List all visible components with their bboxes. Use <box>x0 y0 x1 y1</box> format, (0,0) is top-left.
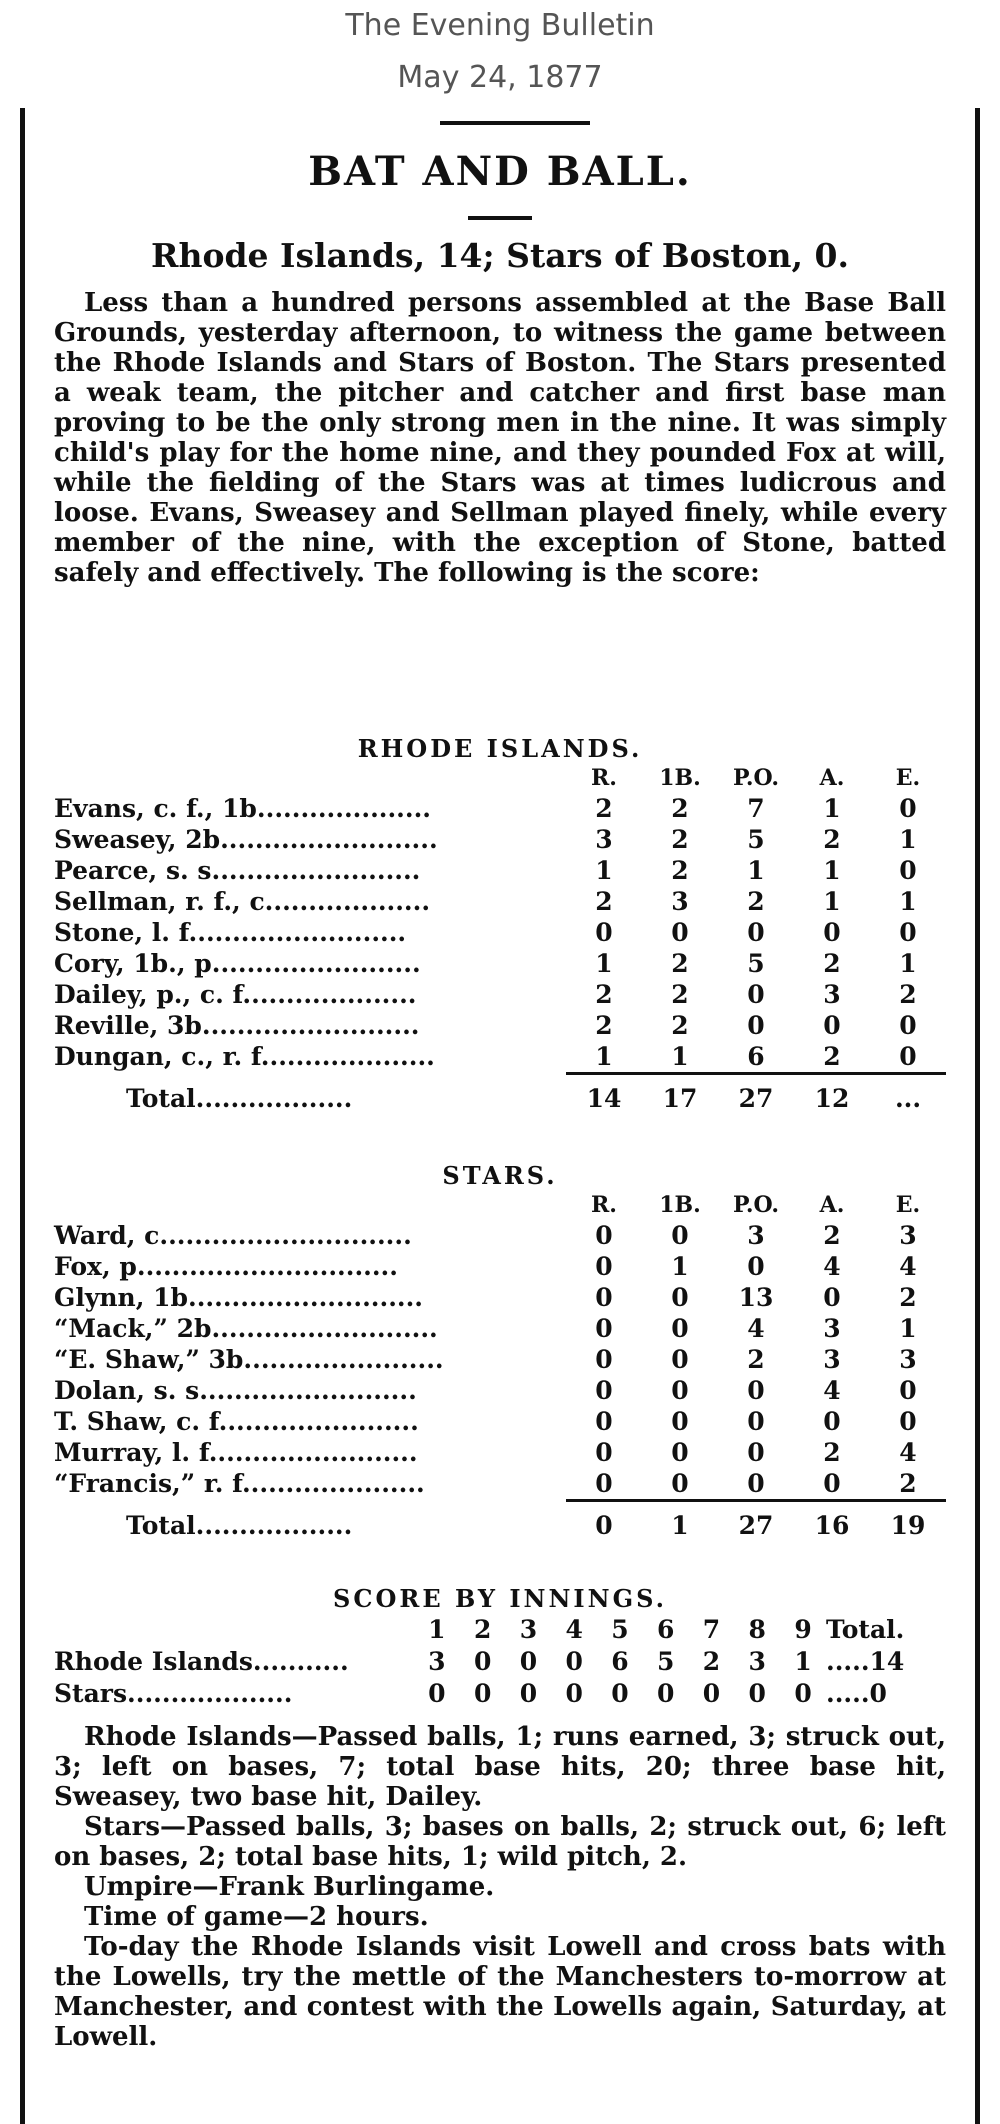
leader-dots: ....................... <box>218 1407 419 1436</box>
leader-dots: .............................. <box>136 1252 398 1281</box>
player-row <box>54 855 946 886</box>
player-row <box>54 917 946 948</box>
inning-number: 7 <box>702 1614 721 1644</box>
inning-score: 1 <box>794 1646 812 1676</box>
inning-score: 3 <box>428 1646 446 1676</box>
stat-cell: 1 <box>899 949 917 978</box>
innings-team-name <box>54 1645 414 1677</box>
box-column-header: A. <box>819 1192 845 1218</box>
stat-cell: 0 <box>747 1438 765 1467</box>
stat-cell: 1 <box>823 794 841 823</box>
player-row <box>54 886 946 917</box>
stars-section <box>54 1161 946 1548</box>
total-row <box>54 1074 946 1122</box>
leader-dots: ......................... <box>199 1376 417 1405</box>
stat-cell: 6 <box>747 1042 765 1071</box>
player-name <box>54 855 566 886</box>
leader-dots: ........................... <box>188 1283 424 1312</box>
stat-cell: 0 <box>671 1314 689 1343</box>
stat-cell: 2 <box>899 1469 917 1498</box>
inning-score: 0 <box>519 1678 538 1708</box>
stat-cell: 0 <box>747 1011 765 1040</box>
leader-dots: ................... <box>264 887 431 916</box>
stat-cell: 0 <box>671 1407 689 1436</box>
inning-score: 0 <box>565 1678 583 1708</box>
player-row <box>54 1344 946 1375</box>
player-row <box>54 1468 946 1501</box>
stat-cell: 0 <box>899 1407 917 1436</box>
inning-number: 4 <box>565 1614 583 1644</box>
total-label-text: Total <box>126 1510 196 1540</box>
inning-score: 0 <box>702 1678 721 1708</box>
innings-total-text: 14 <box>869 1646 905 1676</box>
player-name-text: Dungan, c., r. f <box>54 1042 261 1071</box>
leader-dots: .......................... <box>211 1314 438 1343</box>
player-name <box>54 1010 566 1041</box>
player-row <box>54 1041 946 1074</box>
stat-cell: 2 <box>899 980 917 1009</box>
player-row <box>54 1282 946 1313</box>
box-header-row <box>54 1190 946 1220</box>
summary-section <box>54 1722 946 2052</box>
player-name-text: T. Shaw, c. f <box>54 1407 219 1436</box>
box-header-blank <box>54 763 566 793</box>
player-name <box>54 1220 566 1251</box>
inning-number: 6 <box>657 1614 675 1644</box>
player-name-text: Reville, 3b <box>54 1011 202 1040</box>
player-row <box>54 1220 946 1251</box>
stat-cell: 3 <box>823 980 841 1009</box>
box-column-header: E. <box>895 1192 921 1218</box>
article-subhead <box>54 236 946 275</box>
inning-number: 8 <box>748 1614 766 1644</box>
stat-cell: 0 <box>671 918 689 947</box>
stat-cell: 0 <box>747 918 765 947</box>
leader-dots: .................... <box>242 980 417 1009</box>
stat-cell: 3 <box>823 1345 841 1374</box>
leader-dots: ......................... <box>220 825 438 854</box>
innings-total-text: 0 <box>869 1678 887 1708</box>
player-name <box>54 1406 566 1437</box>
stat-cell: 3 <box>823 1314 841 1343</box>
leader-dots: .................. <box>195 1083 353 1113</box>
stat-cell: 0 <box>595 1469 613 1498</box>
stat-cell: 0 <box>595 1283 613 1312</box>
leader-dots: ........... <box>252 1646 349 1676</box>
leader-dots: ............................. <box>159 1221 412 1250</box>
player-name <box>54 948 566 979</box>
player-row <box>54 1010 946 1041</box>
stat-cell: 2 <box>671 794 689 823</box>
innings-title: SCORE BY INNINGS. <box>333 1584 667 1613</box>
publication-date: May 24, 1877 <box>397 60 603 95</box>
player-name-text: Cory, 1b., p <box>54 949 212 978</box>
stat-cell: 2 <box>671 949 689 978</box>
box-column-header: 1B. <box>659 765 701 791</box>
innings-total <box>826 1645 946 1677</box>
stat-cell: 0 <box>595 1407 613 1436</box>
player-name <box>54 1344 566 1375</box>
total-cell: 16 <box>794 1501 870 1549</box>
total-label <box>54 1074 566 1122</box>
stat-cell: 2 <box>595 1011 613 1040</box>
stat-cell: 0 <box>823 1283 841 1312</box>
stat-cell: 1 <box>823 856 841 885</box>
total-cell: 1 <box>642 1501 718 1549</box>
stat-cell: 0 <box>899 856 917 885</box>
stat-cell: 0 <box>747 1469 765 1498</box>
inning-score: 0 <box>657 1678 675 1708</box>
box-column-header: A. <box>819 765 845 791</box>
leader-dots: ..................... <box>241 1469 425 1498</box>
leader-dots: ......................... <box>188 918 407 947</box>
inning-score: 0 <box>519 1646 538 1676</box>
player-name-text: Sweasey, 2b <box>54 825 221 854</box>
player-name-text: Ward, c <box>54 1221 160 1250</box>
player-name <box>54 1282 566 1313</box>
leader-dots: .................. <box>195 1510 353 1540</box>
inning-score: 0 <box>611 1678 629 1708</box>
stat-cell: 1 <box>747 856 765 885</box>
inning-score: 0 <box>473 1678 492 1708</box>
stat-cell: 0 <box>823 1407 841 1436</box>
top-divider <box>440 121 590 125</box>
stat-cell: 1 <box>595 1042 613 1071</box>
stat-cell: 2 <box>747 1345 765 1374</box>
time-of-game: Time of game—2 hours. <box>84 1902 429 1932</box>
stars-title: STARS. <box>442 1161 558 1190</box>
stat-cell: 4 <box>899 1252 917 1281</box>
leader-dots: ......................... <box>201 1011 420 1040</box>
player-row <box>54 1313 946 1344</box>
player-row <box>54 1251 946 1282</box>
stat-cell: 0 <box>823 918 841 947</box>
stat-cell: 1 <box>899 1314 917 1343</box>
stat-cell: 0 <box>595 1221 613 1250</box>
stat-cell: 1 <box>671 1252 689 1281</box>
rhode-islands-title: RHODE ISLANDS. <box>357 734 643 763</box>
stat-cell: 0 <box>595 918 613 947</box>
box-column-header: P.O. <box>732 1192 780 1218</box>
innings-table <box>54 1613 946 1709</box>
innings-team-text: Stars <box>54 1678 128 1708</box>
total-cell: 19 <box>870 1501 946 1549</box>
player-row <box>54 948 946 979</box>
stat-cell: 0 <box>595 1438 613 1467</box>
leader-dots: ........................ <box>211 856 421 885</box>
leader-dots: ....................... <box>243 1345 444 1374</box>
inning-score: 2 <box>702 1646 721 1676</box>
stat-cell: 0 <box>823 1011 841 1040</box>
stat-cell: 3 <box>899 1221 917 1250</box>
player-name-text: Dolan, s. s <box>54 1376 200 1405</box>
leader-dots: ................... <box>127 1678 293 1708</box>
stat-cell: 4 <box>823 1376 841 1405</box>
innings-header-blank <box>54 1613 414 1645</box>
stat-cell: 2 <box>747 887 765 916</box>
stat-cell: 13 <box>738 1283 774 1312</box>
player-name <box>54 1468 566 1501</box>
stat-cell: 7 <box>747 794 765 823</box>
title-text: BAT AND BALL. <box>308 148 692 195</box>
player-name <box>54 1313 566 1344</box>
stat-cell: 0 <box>671 1376 689 1405</box>
inning-score: 3 <box>748 1646 766 1676</box>
total-cell: 27 <box>718 1074 794 1122</box>
stat-cell: 4 <box>823 1252 841 1281</box>
stat-cell: 0 <box>595 1376 613 1405</box>
inning-score: 0 <box>428 1678 446 1708</box>
player-row <box>54 793 946 824</box>
innings-header-row <box>54 1613 946 1645</box>
stars-box-score <box>54 1190 946 1548</box>
stat-cell: 0 <box>595 1345 613 1374</box>
innings-section <box>54 1584 946 1709</box>
stat-cell: 0 <box>899 794 917 823</box>
player-name-text: Murray, l. f <box>54 1438 209 1467</box>
player-name-text: “E. Shaw,” 3b <box>54 1345 244 1374</box>
stat-cell: 2 <box>595 980 613 1009</box>
stat-cell: 1 <box>595 856 613 885</box>
article-paragraph: Less than a hundred persons assembled at the Base Ball Grounds, yesterday afternoon, to witness the game between the Rhode Islands and Stars of Boston. The Stars presented a weak team, the pitcher and catcher and first base man proving to be the only strong men in the nine. It was simply child's play for the home nine, and they pounded Fox at will, while the fielding of the Stars was at times ludicrous and loose. Evans, Sweasey and Sellman played finely, while every member of the nine, with the exception of Stone, batted safely and effectively. The following is the score: <box>54 288 946 588</box>
stat-cell: 1 <box>671 1042 689 1071</box>
player-name <box>54 824 566 855</box>
player-name <box>54 1375 566 1406</box>
box-column-header: 1B. <box>659 1192 701 1218</box>
player-name <box>54 979 566 1010</box>
stat-cell: 3 <box>747 1221 765 1250</box>
stat-cell: 2 <box>823 1221 841 1250</box>
player-row <box>54 1375 946 1406</box>
total-cell: ... <box>870 1074 946 1122</box>
stat-cell: 0 <box>899 1042 917 1071</box>
rhode-islands-box-score <box>54 763 946 1121</box>
stat-cell: 0 <box>595 1252 613 1281</box>
stat-cell: 2 <box>595 794 613 823</box>
stat-cell: 3 <box>899 1345 917 1374</box>
player-row <box>54 824 946 855</box>
umpire-line: Umpire—Frank Burlingame. <box>84 1872 495 1902</box>
subhead-text: Rhode Islands, 14; Stars of Boston, 0. <box>151 236 849 275</box>
article-body <box>54 288 946 588</box>
stat-cell: 3 <box>595 825 613 854</box>
right-column-rule <box>975 108 980 2124</box>
leader-dots: ........................ <box>211 949 421 978</box>
title-divider <box>468 216 532 220</box>
innings-team-name <box>54 1677 414 1709</box>
total-label <box>54 1501 566 1549</box>
inning-score: 0 <box>794 1678 812 1708</box>
inning-number: Total. <box>826 1614 905 1644</box>
stat-cell: 2 <box>823 1042 841 1071</box>
player-name-text: Pearce, s. s <box>54 856 212 885</box>
innings-team-row <box>54 1645 946 1677</box>
stat-cell: 0 <box>899 918 917 947</box>
stat-cell: 2 <box>671 980 689 1009</box>
leader-dots: ........................ <box>208 1438 418 1467</box>
leader-dots: ..... <box>826 1678 870 1708</box>
total-label-text: Total <box>126 1083 196 1113</box>
stat-cell: 0 <box>595 1314 613 1343</box>
inning-number: 1 <box>428 1614 446 1644</box>
stat-cell: 2 <box>671 1011 689 1040</box>
inning-score: 0 <box>748 1678 766 1708</box>
innings-team-text: Rhode Islands <box>54 1646 253 1676</box>
total-cell: 12 <box>794 1074 870 1122</box>
player-name-text: Glynn, 1b <box>54 1283 189 1312</box>
stat-cell: 0 <box>899 1376 917 1405</box>
stat-cell: 2 <box>823 949 841 978</box>
article-title <box>54 148 946 195</box>
stat-cell: 0 <box>671 1469 689 1498</box>
player-name-text: “Francis,” r. f <box>54 1469 242 1498</box>
stat-cell: 2 <box>671 856 689 885</box>
stat-cell: 1 <box>899 887 917 916</box>
player-name-text: Stone, l. f <box>54 918 189 947</box>
stat-cell: 0 <box>671 1221 689 1250</box>
inning-score: 5 <box>657 1646 675 1676</box>
closing-paragraph: To-day the Rhode Islands visit Lowell and cross bats with the Lowells, try the mettle of the Manchesters to-morrow at Manchester, and contest with the Lowells again, Saturday, at Lowell. <box>54 1932 946 2052</box>
stat-cell: 0 <box>899 1011 917 1040</box>
stat-cell: 0 <box>747 1376 765 1405</box>
stat-cell: 0 <box>671 1438 689 1467</box>
innings-team-row <box>54 1677 946 1709</box>
stat-cell: 1 <box>823 887 841 916</box>
stat-cell: 4 <box>899 1438 917 1467</box>
total-cell: 17 <box>642 1074 718 1122</box>
leader-dots: .................... <box>260 1042 435 1071</box>
player-name <box>54 1041 566 1074</box>
box-column-header: R. <box>591 765 617 791</box>
inning-number: 9 <box>794 1614 812 1644</box>
player-name-text: Fox, p <box>54 1252 137 1281</box>
stat-cell: 5 <box>747 825 765 854</box>
stat-cell: 5 <box>747 949 765 978</box>
inning-score: 0 <box>565 1646 583 1676</box>
stat-cell: 2 <box>671 825 689 854</box>
player-row <box>54 979 946 1010</box>
box-header-row <box>54 763 946 793</box>
stat-cell: 1 <box>899 825 917 854</box>
leader-dots: .................... <box>256 794 431 823</box>
player-name-text: Sellman, r. f., c <box>54 887 265 916</box>
stat-cell: 2 <box>595 887 613 916</box>
box-column-header: P.O. <box>732 765 780 791</box>
left-column-rule <box>20 108 25 2124</box>
player-name <box>54 793 566 824</box>
player-row <box>54 1406 946 1437</box>
publication-name: The Evening Bulletin <box>345 8 655 43</box>
stars-notes: Stars—Passed balls, 3; bases on balls, 2; struck out, 6; left on bases, 2; total base hits, 1; wild pitch, 2. <box>54 1812 946 1872</box>
total-cell: 0 <box>566 1501 642 1549</box>
stat-cell: 0 <box>671 1283 689 1312</box>
stat-cell: 0 <box>747 980 765 1009</box>
player-name-text: Dailey, p., c. f <box>54 980 243 1009</box>
box-column-header: E. <box>895 765 921 791</box>
box-header-blank <box>54 1190 566 1220</box>
box-column-header: R. <box>591 1192 617 1218</box>
stat-cell: 0 <box>747 1252 765 1281</box>
inning-number: 5 <box>611 1614 629 1644</box>
total-cell: 14 <box>566 1074 642 1122</box>
player-row <box>54 1437 946 1468</box>
stat-cell: 0 <box>823 1469 841 1498</box>
player-name <box>54 886 566 917</box>
stat-cell: 0 <box>747 1407 765 1436</box>
total-cell: 27 <box>718 1501 794 1549</box>
innings-total <box>826 1677 946 1709</box>
inning-score: 6 <box>611 1646 629 1676</box>
player-name <box>54 917 566 948</box>
inning-number: 3 <box>519 1614 538 1644</box>
stat-cell: 3 <box>671 887 689 916</box>
stat-cell: 0 <box>671 1345 689 1374</box>
player-name-text: Evans, c. f., 1b <box>54 794 257 823</box>
stat-cell: 1 <box>595 949 613 978</box>
leader-dots: ..... <box>826 1646 870 1676</box>
player-name <box>54 1437 566 1468</box>
inning-score: 0 <box>473 1646 492 1676</box>
total-row <box>54 1501 946 1549</box>
stat-cell: 2 <box>899 1283 917 1312</box>
player-name-text: “Mack,” 2b <box>54 1314 212 1343</box>
inning-number: 2 <box>473 1614 492 1644</box>
rhode-islands-section <box>54 734 946 1121</box>
stat-cell: 2 <box>823 825 841 854</box>
rhode-islands-notes: Rhode Islands—Passed balls, 1; runs earned, 3; struck out, 3; left on bases, 7; total base hits, 20; three base hit, Sweasey, two base hit, Dailey. <box>54 1722 946 1812</box>
stat-cell: 2 <box>823 1438 841 1467</box>
player-name <box>54 1251 566 1282</box>
stat-cell: 4 <box>747 1314 765 1343</box>
